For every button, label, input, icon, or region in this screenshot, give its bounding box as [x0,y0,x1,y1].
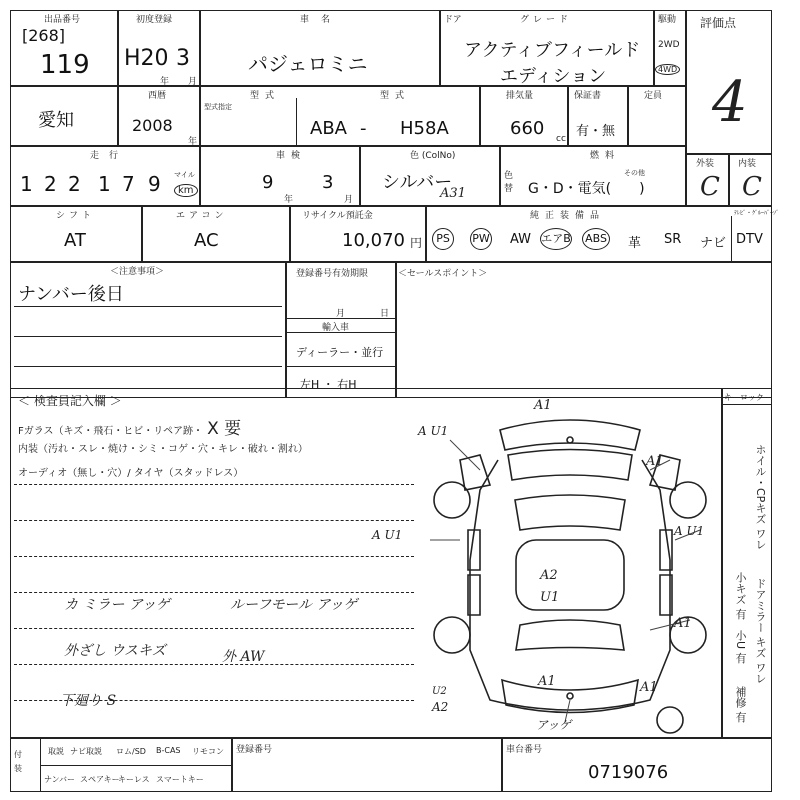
exterior-label: 外装 [696,159,715,169]
displacement: 660 [510,118,545,139]
car-name-label: 車名 [300,15,343,25]
fuel-other-label: その他 [624,169,645,177]
mark-right-side: A U1 [674,524,705,538]
extra-navi-manual: ナビ取説 [70,747,102,756]
legend-wheel: ホイル・CPキズ ワレ [754,444,767,550]
key-lock-label: キーロック [724,393,764,402]
shift: AT [64,230,86,251]
lot-number: 119 [40,50,90,80]
note-mirror: カ ミラー アッゲ [64,597,170,613]
inspection-line2: 内装（汚れ・スレ・焼け・シミ・コゲ・穴・キレ・破れ・割れ） [18,444,308,455]
drive-2wd: 2WD [658,40,680,50]
legend-small-scratch: 小キズ 有 [734,572,747,620]
mark-left-side: A U1 [372,528,403,542]
region: 愛知 [38,110,74,131]
extra-rom-sd: ロム/SD [116,747,146,756]
equip-airbag: エアB [540,228,572,250]
extra-spare-key: スペアキー [80,775,120,784]
import-label: 輸入車 [322,323,350,333]
door-label: ドア [444,15,462,25]
equip-pw: PW [470,228,492,250]
expiry-day: 日 [380,309,390,319]
color-code: A31 [440,186,466,201]
caution-label: ＜注意事項＞ [110,267,165,277]
plate-cell [232,738,502,792]
mark-rear: A1 [538,674,556,689]
inspection-line1: Fガラス（キズ・飛石・ヒビ・リペア跡・ X 要 [18,419,242,439]
drive-4wd: 4WD [655,64,680,75]
handle-side: 左H ・ 右H [300,378,357,391]
legend-mirror: ドアミラー キズ ワレ [754,578,767,684]
drive-label: 駆動 [658,15,677,25]
recycle-unit: 円 [410,236,423,250]
dealer-import: ディーラー・並行 [296,346,384,359]
registration-month-unit: 月 [188,77,198,87]
mark-rear-left-1: U2 [432,686,447,697]
mark-rear-left-2: A2 [432,700,449,714]
year-value: 2008 [132,116,173,135]
registration-year-unit: 年 [160,77,170,87]
year-label: 西暦 [148,91,167,101]
equipment-label: 純正装備品 [530,211,606,221]
caution-text: ナンバー後日 [18,284,124,305]
fuel-label: 燃料 [590,151,621,161]
sales-point-cell [396,262,772,398]
inspection-month: 3 [322,172,334,193]
expiry-month: 月 [336,309,346,319]
extra-plate: ナンバー [44,775,76,784]
chassis-number: 0719076 [588,762,669,783]
model-code: H58A [400,118,449,139]
km-unit: km [174,184,198,197]
equip-sunroof: SR [664,232,682,247]
note-aw: 外 AW [222,649,265,665]
displacement-label: 排気量 [506,91,534,101]
year-unit: 年 [188,137,198,147]
equip-aw: AW [510,232,532,247]
equip-abs: ABS [582,228,610,250]
exterior-grade: C [700,172,720,202]
car-name: パジェロミニ [248,52,368,76]
score-value: 4 [712,70,748,135]
sales-point-label: ＜セールスポイント＞ [398,269,488,279]
interior-label: 内装 [738,159,757,169]
extra-remote: リモコン [192,747,224,756]
car-diagram [420,400,720,736]
legend-small-dent: 小U 有 [734,630,747,664]
mark-rear-right: A1 [674,616,692,631]
lot-sub: [268] [22,26,66,45]
mark-rear-corner: A1 [640,680,658,695]
warranty-value: 有・無 [576,124,616,139]
equip-navi: ナビ [700,236,727,251]
registration-era: H20 [124,46,169,71]
legend-repair: 補修 有 [734,686,747,723]
lot-label: 出品番号 [44,15,81,25]
note-scratch: 外ざし ウスキズ [64,643,166,659]
mileage-digit: 1 [20,172,33,196]
inspection-month-unit: 月 [344,195,354,205]
extra-smart-key: スマートキー [156,775,204,784]
registration-month: 3 [176,46,190,71]
mark-front-left: A U1 [418,424,449,438]
recycle-label: リサイクル預託金 [302,211,373,221]
registration-expiry-label: 登録番号有効期限 [296,269,369,279]
mileage-digit: 7 [122,172,135,196]
model-dash: - [360,118,367,139]
mileage-digit: 2 [68,172,81,196]
grade-label: グレード [520,15,573,25]
grade-line2: エディション [500,66,607,87]
type-label-right: 型式 [380,91,411,101]
mark-roof: A2 [540,568,558,583]
mileage-digit: 1 [98,172,111,196]
inspection-year: 9 [262,172,274,193]
chassis-label: 車台番号 [506,745,543,755]
inspection-year-unit: 年 [284,195,294,205]
extra-keyless: キーレス [118,775,150,784]
ac-label: エアコン [176,211,228,221]
equip-leather: 革 [628,236,642,251]
extra-manual: 取説 [48,747,64,756]
windshield-mark: X 要 [207,419,242,439]
extra-bcas: B-CAS [156,746,181,755]
note-roof: ルーフモール アッゲ [230,597,358,613]
mark-front-right: A1 [646,454,664,469]
model-prefix: ABA [310,118,347,139]
seats-label: 定員 [644,91,663,101]
color-label: 色 (ColNo) [410,151,456,161]
extras-label: 付装 [14,750,22,773]
inspection-line3: オーディオ（無し・穴）/ タイヤ（スタッドレス） [18,468,244,479]
interior-grade: C [742,172,762,202]
equip-ps: PS [432,228,454,250]
type-label-left: 型式 [250,91,281,101]
mark-roof-2: U1 [540,590,560,605]
recycle: 10,070 [342,230,405,251]
tv-label: ﾃﾚﾋﾞ・ｸﾞﾙｰﾊﾞｰｿﾞ [734,210,780,217]
mileage-digit: 9 [148,172,161,196]
mark-front: A1 [534,398,552,413]
ac: AC [194,230,219,251]
grade-line1: アクティブフィールド [464,40,641,61]
displacement-unit: cc [556,134,566,144]
inspection-date-label: 車検 [276,151,307,161]
registration-label: 初度登録 [136,15,173,25]
mileage-digit: 2 [44,172,57,196]
plate-label: 登録番号 [236,745,273,755]
mileage-label: 走行 [90,151,129,161]
mark-rear-bumper: アッゲ [536,718,572,732]
score-label: 評価点 [700,16,737,30]
warranty-label: 保証書 [574,91,602,101]
equip-dtv: DTV [736,232,763,247]
note-underbody: 下廻り S [60,693,117,709]
recolor-label: 色替 [504,171,514,194]
shift-label: シフト [56,211,96,221]
inspection-title: ＜ 検査員記入欄 ＞ [18,394,122,408]
fuel-value: G・D・電気( ) [528,181,645,197]
mile-unit: マイル [174,171,195,179]
color-value: シルバー [382,172,453,193]
type-designation-label: 型式指定 [204,103,232,111]
